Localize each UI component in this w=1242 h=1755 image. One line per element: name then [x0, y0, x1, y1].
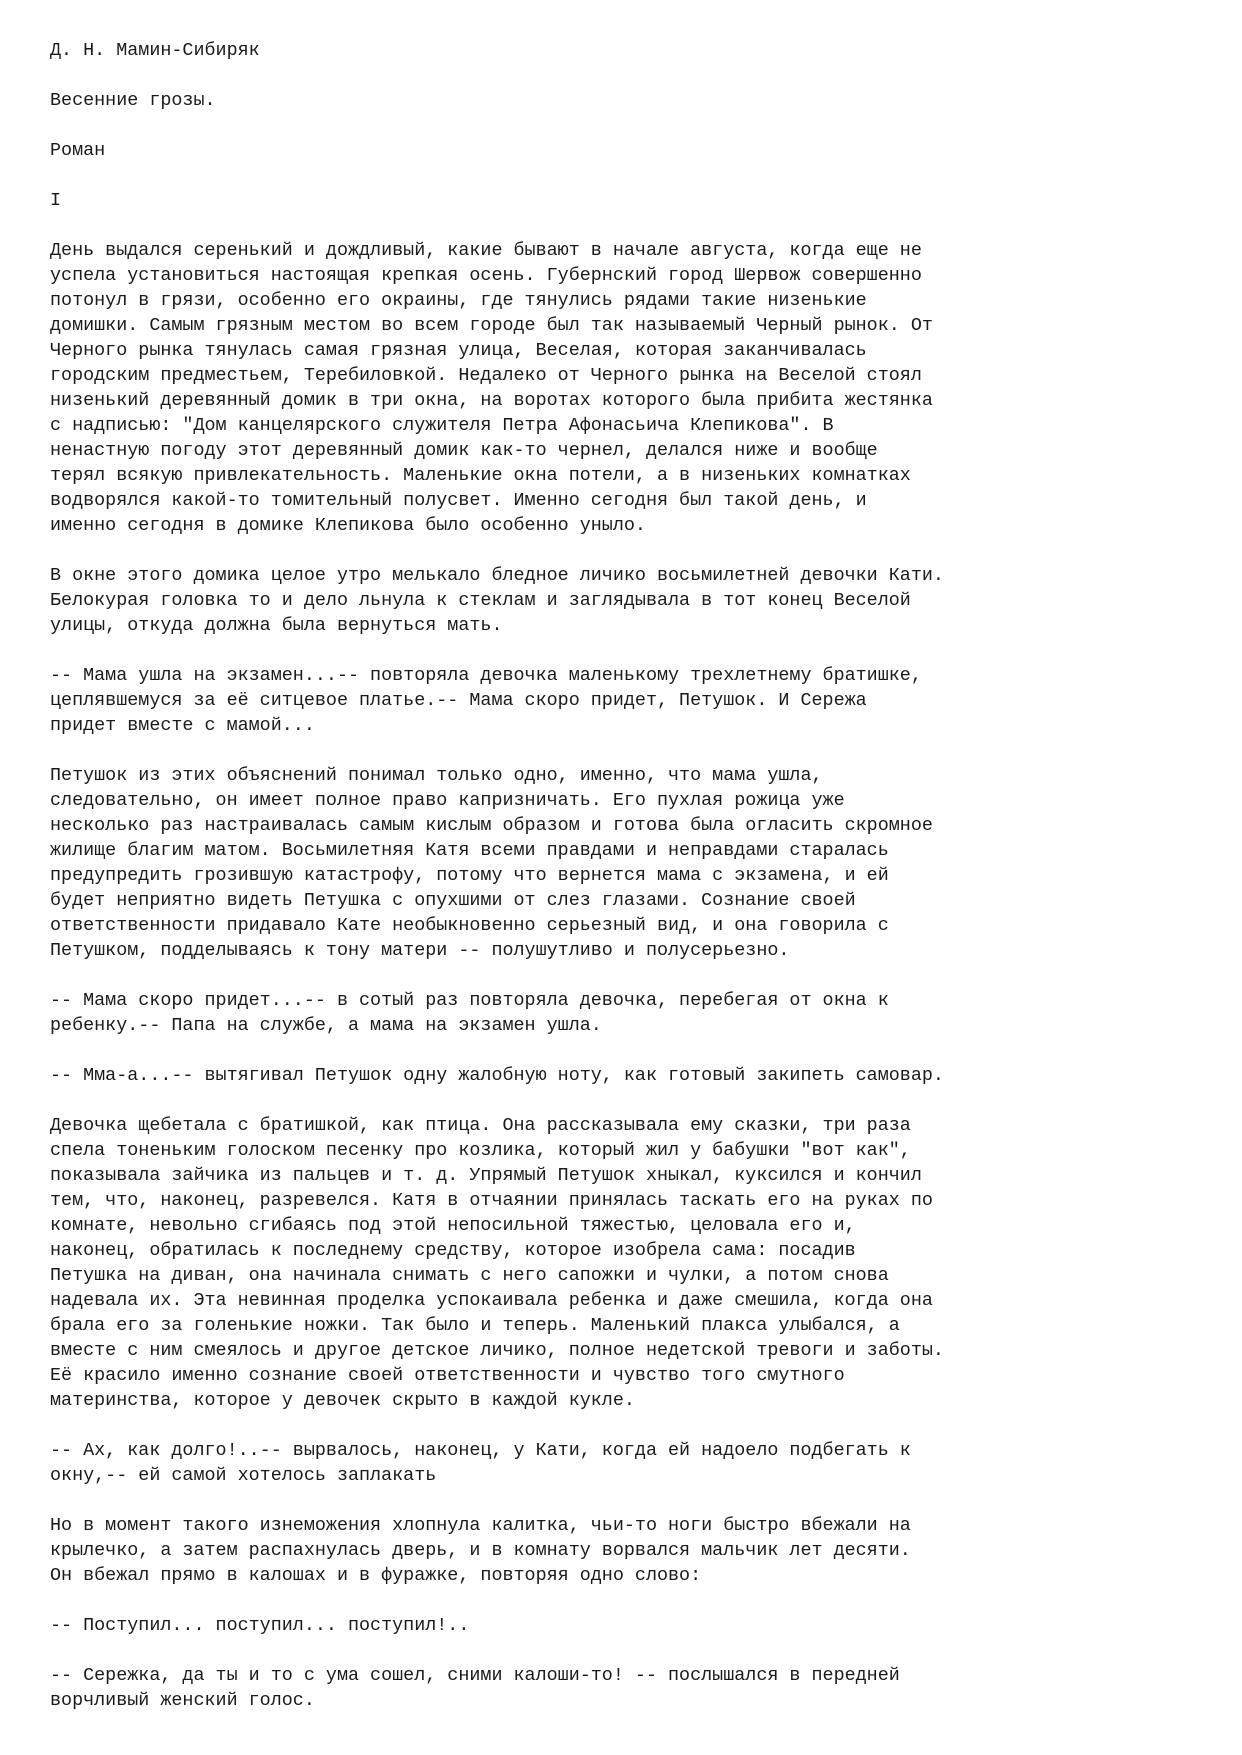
text-line: спела тоненьким голоском песенку про козлика, который жил у бабушки "вот как", — [50, 1140, 911, 1161]
text-line: В окне этого домика целое утро мелькало бледное личико восьмилетней девочки Кати. — [50, 565, 944, 586]
text-line: Черного рынка тянулась самая грязная улица, Веселая, которая заканчивалась — [50, 340, 867, 361]
document-page — [50, 38, 1200, 1713]
text-line: терял всякую привлекательность. Маленькие окна потели, а в низеньких комнатках — [50, 465, 911, 486]
text-line: комнате, невольно сгибаясь под этой непосильной тяжестью, целовала его и, — [50, 1215, 856, 1236]
text-line: -- Ах, как долго!..-- вырвалось, наконец, у Кати, когда ей надоело подбегать к — [50, 1440, 911, 1461]
text-line: Петушком, подделываясь к тону матери -- полушутливо и полусерьезно. — [50, 940, 790, 961]
text-line: крылечко, а затем распахнулась дверь, и в комнату ворвался мальчик лет десяти. — [50, 1540, 911, 1561]
text-line: ненастную погоду этот деревянный домик как-то чернел, делался ниже и вообще — [50, 440, 878, 461]
text-line: ответственности придавало Кате необыкновенно серьезный вид, и она говорила с — [50, 915, 889, 936]
text-line: будет неприятно видеть Петушка с опухшими от слез глазами. Сознание своей — [50, 890, 856, 911]
text-line: Но в момент такого изнеможения хлопнула калитка, чьи-то ноги быстро вбежали на — [50, 1515, 911, 1536]
text-line: водворялся какой-то томительный полусвет. Именно сегодня был такой день, и — [50, 490, 867, 511]
text-line: жилище благим матом. Восьмилетняя Катя всеми правдами и неправдами старалась — [50, 840, 889, 861]
text-line: Д. Н. Мамин-Сибиряк — [50, 40, 260, 61]
text-line: цеплявшемуся за её ситцевое платье.-- Мама скоро придет, Петушок. И Сережа — [50, 690, 867, 711]
text-line: Роман — [50, 140, 106, 161]
text-line: именно сегодня в домике Клепикова было особенно уныло. — [50, 515, 646, 536]
text-line: материнства, которое у девочек скрыто в каждой кукле. — [50, 1390, 635, 1411]
text-line: ребенку.-- Папа на службе, а мама на экзамен ушла. — [50, 1015, 602, 1036]
document-text — [50, 38, 1200, 1713]
text-line: наконец, обратилась к последнему средству, которое изобрела сама: посадив — [50, 1240, 856, 1261]
text-line: окну,-- ей самой хотелось заплакать — [50, 1465, 437, 1486]
text-line: Он вбежал прямо в калошах и в фуражке, повторяя одно слово: — [50, 1565, 702, 1586]
text-line: -- Мма-а...-- вытягивал Петушок одну жалобную ноту, как готовый закипеть самовар. — [50, 1065, 944, 1086]
text-line: улицы, откуда должна была вернуться мать. — [50, 615, 503, 636]
text-line: Петушка на диван, она начинала снимать с него сапожки и чулки, а потом снова — [50, 1265, 889, 1286]
text-line: ворчливый женский голос. — [50, 1690, 315, 1711]
text-line: городским предместьем, Теребиловкой. Недалеко от Черного рынка на Веселой стоял — [50, 365, 922, 386]
text-line: Девочка щебетала с братишкой, как птица. Она рассказывала ему сказки, три раза — [50, 1115, 911, 1136]
text-line: Её красило именно сознание своей ответственности и чувство того смутного — [50, 1365, 845, 1386]
text-line: брала его за голенькие ножки. Так было и теперь. Маленький плакса улыбался, а — [50, 1315, 900, 1336]
text-line: следовательно, он имеет полное право капризничать. Его пухлая рожица уже — [50, 790, 845, 811]
text-line: -- Поступил... поступил... поступил!.. — [50, 1615, 470, 1636]
text-line: несколько раз настраивалась самым кислым образом и готова была огласить скромное — [50, 815, 933, 836]
text-line: показывала зайчика из пальцев и т. д. Упрямый Петушок хныкал, куксился и кончил — [50, 1165, 922, 1186]
text-line: I — [50, 190, 62, 211]
text-line: надевала их. Эта невинная проделка успокаивала ребенка и даже смешила, когда она — [50, 1290, 933, 1311]
text-line: тем, что, наконец, разревелся. Катя в отчаянии принялась таскать его на руках по — [50, 1190, 933, 1211]
text-line: Весенние грозы. — [50, 90, 216, 111]
text-line: предупредить грозившую катастрофу, потому что вернется мама с экзамена, и ей — [50, 865, 889, 886]
text-line: с надписью: "Дом канцелярского служителя Петра Афонасьича Клепикова". В — [50, 415, 834, 436]
text-line: Белокурая головка то и дело льнула к стеклам и заглядывала в тот конец Веселой — [50, 590, 911, 611]
text-line: домишки. Самым грязным местом во всем городе был так называемый Черный рынок. От — [50, 315, 933, 336]
text-line: придет вместе с мамой... — [50, 715, 315, 736]
text-line: -- Мама скоро придет...-- в сотый раз повторяла девочка, перебегая от окна к — [50, 990, 889, 1011]
text-line: -- Мама ушла на экзамен...-- повторяла девочка маленькому трехлетнему братишке, — [50, 665, 922, 686]
text-line: успела установиться настоящая крепкая осень. Губернский город Шервож совершенно — [50, 265, 922, 286]
text-line: потонул в грязи, особенно его окраины, где тянулись рядами такие низенькие — [50, 290, 867, 311]
text-line: День выдался серенький и дождливый, какие бывают в начале августа, когда еще не — [50, 240, 922, 261]
text-line: низенький деревянный домик в три окна, на воротах которого была прибита жестянка — [50, 390, 933, 411]
text-line: вместе с ним смеялось и другое детское личико, полное недетской тревоги и заботы. — [50, 1340, 944, 1361]
text-line: -- Сережка, да ты и то с ума сошел, сними калоши-то! -- послышался в передней — [50, 1665, 900, 1686]
text-line: Петушок из этих объяснений понимал только одно, именно, что мама ушла, — [50, 765, 823, 786]
